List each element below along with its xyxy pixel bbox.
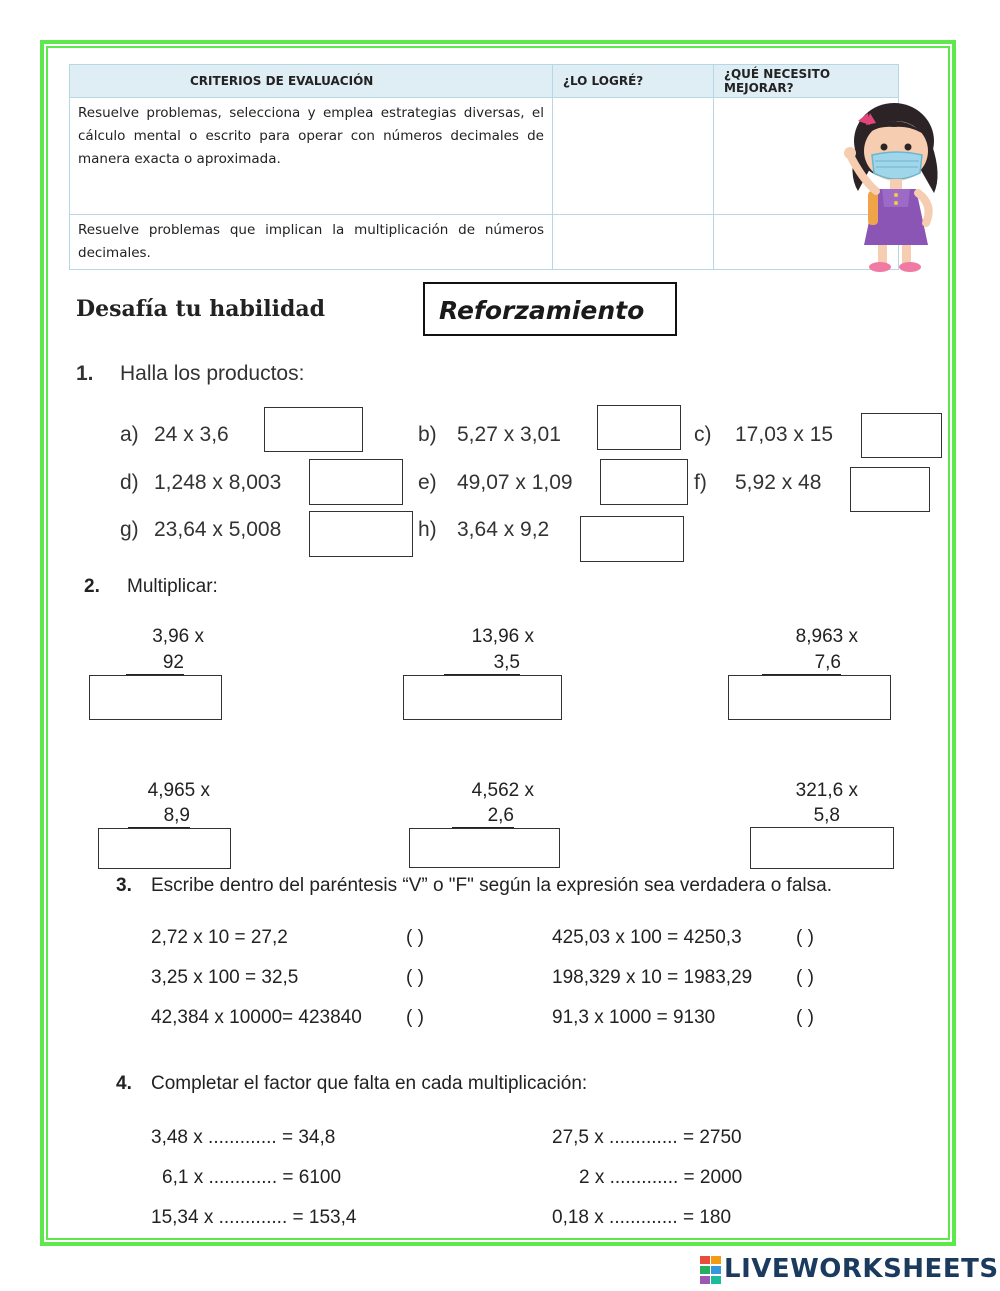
q1-label-d: d) — [120, 471, 139, 494]
q1-label-e: e) — [418, 471, 437, 494]
criteria-table — [69, 64, 899, 270]
q3-paren-2[interactable]: ( ) — [796, 927, 814, 948]
q1-label-g: g) — [120, 518, 139, 541]
criteria-cell-2: Resuelve problemas que implican la multiplicación de números decimales. — [70, 215, 553, 270]
q3-expr-5: 42,384 x 10000= 423840 — [151, 1007, 362, 1028]
q4-number: 4. — [116, 1073, 132, 1094]
q3-paren-4[interactable]: ( ) — [796, 967, 814, 988]
q1-expr-f: 5,92 x 48 — [735, 471, 822, 494]
q2-top-5: 4,562 x — [471, 780, 534, 801]
q2-top-6: 321,6 x — [795, 780, 858, 801]
q1-label-a: a) — [120, 423, 139, 446]
achieved-cell-1[interactable] — [553, 98, 714, 215]
q1-expr-d: 1,248 x 8,003 — [154, 471, 282, 494]
q1-answer-d[interactable] — [309, 459, 403, 505]
q4-item-4[interactable]: 2 x ............. = 2000 — [579, 1167, 743, 1188]
q2-bottom-5: 2,6 — [452, 805, 514, 828]
q2-answer-6[interactable] — [750, 827, 894, 869]
q1-expr-h: 3,64 x 9,2 — [457, 518, 550, 541]
q1-answer-c[interactable] — [861, 413, 942, 458]
liveworksheets-logo-icon — [700, 1256, 722, 1284]
achieved-header: ¿LO LOGRÉ? — [553, 65, 714, 98]
q2-bottom-6: 5,8 — [813, 805, 840, 826]
q2-answer-3[interactable] — [728, 675, 891, 720]
improve-header: ¿QUÉ NECESITO MEJORAR? — [714, 65, 899, 98]
q1-expr-b: 5,27 x 3,01 — [457, 423, 561, 446]
q4-item-3[interactable]: 6,1 x ............. = 6100 — [162, 1167, 342, 1188]
q1-label-h: h) — [418, 518, 437, 541]
q4-item-5[interactable]: 15,34 x ............. = 153,4 — [151, 1207, 357, 1228]
q4-title: Completar el factor que falta en cada multiplicación: — [151, 1073, 588, 1094]
q4-item-2[interactable]: 27,5 x ............. = 2750 — [552, 1127, 742, 1148]
q2-top-4: 4,965 x — [147, 780, 210, 801]
q2-bottom-4: 8,9 — [128, 805, 190, 828]
achieved-cell-2[interactable] — [553, 215, 714, 270]
q2-top-1: 3,96 x — [152, 626, 204, 647]
q1-answer-f[interactable] — [850, 467, 930, 512]
q1-label-c: c) — [694, 423, 712, 446]
q3-paren-6[interactable]: ( ) — [796, 1007, 814, 1028]
q2-answer-1[interactable] — [89, 675, 222, 720]
q3-number: 3. — [116, 875, 132, 896]
q3-expr-6: 91,3 x 1000 = 9130 — [552, 1007, 716, 1028]
q1-label-b: b) — [418, 423, 437, 446]
q2-bottom-3: 7,6 — [762, 652, 841, 675]
q2-answer-2[interactable] — [403, 675, 562, 720]
q4-item-6[interactable]: 0,18 x ............. = 180 — [552, 1207, 732, 1228]
q2-title: Multiplicar: — [127, 576, 218, 597]
q2-bottom-1: 92 — [126, 652, 184, 675]
q1-title: Halla los productos: — [120, 362, 305, 385]
q1-answer-h[interactable] — [580, 516, 684, 562]
q1-expr-g: 23,64 x 5,008 — [154, 518, 282, 541]
q1-number: 1. — [76, 362, 94, 385]
q2-top-3: 8,963 x — [795, 626, 858, 647]
q2-bottom-2: 3,5 — [444, 652, 520, 675]
section-title: Desafía tu habilidad — [76, 296, 325, 322]
q3-paren-1[interactable]: ( ) — [406, 927, 424, 948]
q2-answer-4[interactable] — [98, 828, 231, 869]
q2-number: 2. — [84, 576, 100, 597]
q3-expr-1: 2,72 x 10 = 27,2 — [151, 927, 288, 948]
liveworksheets-brand: LIVEWORKSHEETS — [724, 1254, 999, 1284]
q1-expr-c: 17,03 x 15 — [735, 423, 834, 446]
q3-expr-2: 425,03 x 100 = 4250,3 — [552, 927, 742, 948]
q3-paren-5[interactable]: ( ) — [406, 1007, 424, 1028]
q1-answer-a[interactable] — [264, 407, 363, 452]
reforzamiento-label: Reforzamiento — [439, 296, 645, 325]
q3-expr-4: 198,329 x 10 = 1983,29 — [552, 967, 753, 988]
q1-expr-a: 24 x 3,6 — [154, 423, 229, 446]
criteria-header: CRITERIOS DE EVALUACIÓN — [70, 65, 553, 98]
q2-answer-5[interactable] — [409, 828, 560, 868]
q2-top-2: 13,96 x — [471, 626, 534, 647]
criteria-cell-1: Resuelve problemas, selecciona y emplea estrategias diversas, el cálculo mental o escrito para operar con números decimales de manera exacta o aproximada. — [70, 98, 553, 215]
q1-answer-g[interactable] — [309, 511, 413, 557]
reforzamiento-box — [423, 282, 677, 336]
q3-title: Escribe dentro del paréntesis “V” o "F" según la expresión sea verdadera o falsa. — [151, 875, 832, 896]
q4-item-1[interactable]: 3,48 x ............. = 34,8 — [151, 1127, 336, 1148]
q3-paren-3[interactable]: ( ) — [406, 967, 424, 988]
q3-expr-3: 3,25 x 100 = 32,5 — [151, 967, 299, 988]
q1-answer-b[interactable] — [597, 405, 681, 450]
q1-label-f: f) — [694, 471, 707, 494]
q1-answer-e[interactable] — [600, 459, 688, 505]
q1-expr-e: 49,07 x 1,09 — [457, 471, 573, 494]
girl-mask-illustration — [842, 95, 954, 277]
